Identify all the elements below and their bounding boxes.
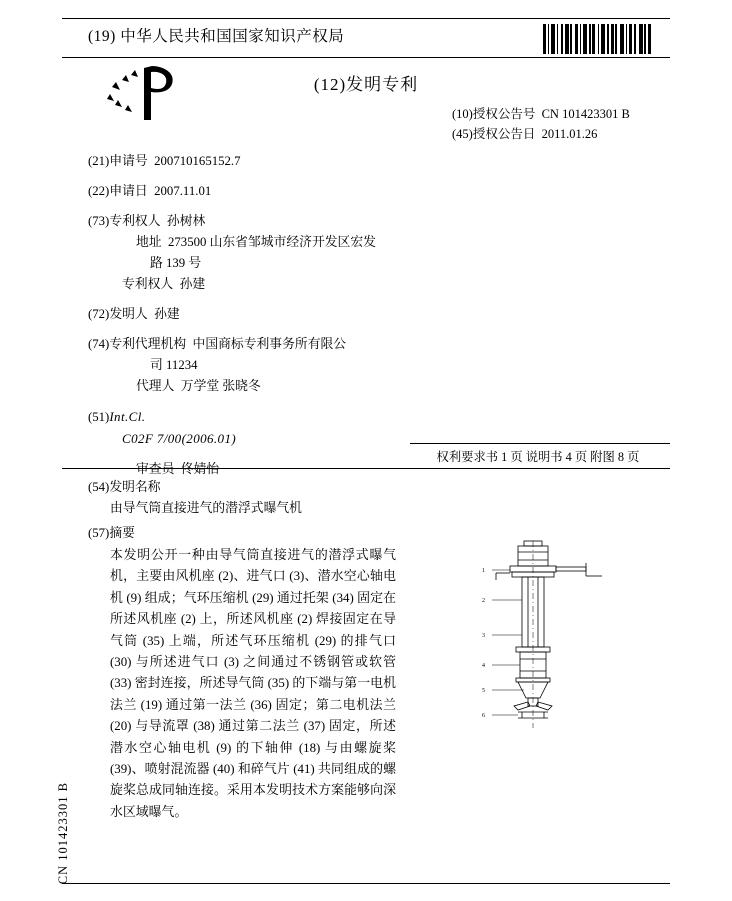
invention-title-header [88, 476, 161, 495]
svg-text:3: 3 [482, 633, 485, 639]
int-cl-version: (2006.01) [181, 431, 237, 446]
side-publication-id: CN 101423301 B [56, 782, 70, 885]
field-value: 200710165152.7 [154, 154, 241, 168]
abstract-code: (57) [88, 526, 110, 540]
kind-name: 发明专利 [346, 75, 419, 94]
field-label: 审查员 [136, 462, 175, 476]
svg-text:6: 6 [482, 713, 485, 719]
field-value: 司 11234 [150, 358, 198, 372]
pub-no-code: (10) [452, 107, 473, 121]
title-label: 发明名称 [109, 480, 161, 494]
office-name: 中华人民共和国国家知识产权局 [120, 28, 345, 45]
counts-rule [410, 443, 670, 444]
pub-date-code: (45) [452, 127, 473, 141]
office-code: (19) [88, 28, 116, 45]
field-label: 地址 [136, 235, 162, 249]
field-code: (72) [88, 307, 110, 321]
field-code: (74) [88, 337, 110, 351]
field-value: 佟婧怡 [180, 462, 220, 476]
invention-title: 由导气筒直接进气的潜浮式曝气机 [110, 501, 302, 515]
cnipa-logo [104, 62, 196, 126]
field-label: 专利权人 [122, 277, 174, 291]
title-code: (54) [88, 480, 110, 494]
field-value: 孙建 [154, 307, 180, 321]
bibliographic-data [88, 152, 508, 490]
field-int-cl-value [88, 429, 508, 449]
field-code: (51) [88, 410, 110, 424]
field-filing-date [88, 182, 508, 201]
publication-number [452, 104, 630, 122]
abstract-header [88, 522, 135, 541]
field-agency [88, 335, 508, 354]
field-value: 273500 山东省邹城市经济开发区宏发 [168, 235, 376, 249]
abstract-text: 本发明公开一种由导气筒直接进气的潜浮式曝气机，主要由风机座 (2)、进气口 (3)、潜水空心轴电机 (9) 组成；气环压缩机 (29) 通过托架 (34) 固定在所述风机座 (2) 上，所述风机座 (2) 焊接固定在导气筒 (35) 上端，所述气环压缩机 (29) 的排气口 (30) 与所述进气口 (3) 之间通过不锈钢管或软管 (33) 密封连接，所述导气筒 (35) 的下端与第一电机法兰 (19) 通过第一法兰 (36) 固定；第二电机法兰 (20) 与导流罩 (38) 通过第二法兰 (37) 固定，所述潜水空心轴电机 (9) 的下轴伸 (18) 与由螺旋桨 (39)、喷射混流器 (40) 和碎气片 (41) 共同组成的螺旋桨总成同轴连接。采用本发明技术方案能够向深水区域曝气。 [110, 548, 396, 819]
header-rule-top [62, 18, 670, 19]
field-value: 路 139 号 [150, 256, 202, 270]
header-rule-under-office [62, 57, 670, 58]
abstract-label: 摘要 [109, 526, 135, 540]
svg-text:4: 4 [482, 663, 485, 669]
pub-date-label: 授权公告日 [472, 127, 536, 141]
pub-date-value: 2011.01.26 [541, 127, 598, 141]
field-value: 2007.11.01 [154, 184, 212, 198]
field-address-cont [88, 254, 508, 273]
publication-date [452, 124, 597, 142]
field-code: (73) [88, 214, 110, 228]
field-value: 孙建 [179, 277, 206, 291]
field-patentee [88, 212, 508, 231]
field-application-number [88, 152, 508, 171]
int-cl-classification: C02F 7/00 [122, 431, 182, 446]
aerator-figure [452, 540, 632, 740]
field-label: 专利权人 [109, 214, 161, 228]
field-label: 申请号 [109, 154, 148, 168]
field-label: 专利代理机构 [109, 337, 187, 351]
svg-text:1: 1 [482, 568, 485, 574]
field-address [88, 233, 508, 252]
barcode [543, 24, 669, 54]
field-label: 代理人 [136, 379, 175, 393]
field-label: 申请日 [109, 184, 148, 198]
field-int-cl [88, 407, 508, 427]
field-value: 孙树林 [166, 214, 206, 228]
mid-rule [62, 468, 670, 469]
field-label: 发明人 [109, 307, 148, 321]
field-code: (22) [88, 184, 110, 198]
field-code: (21) [88, 154, 110, 168]
field-inventor [88, 305, 508, 324]
kind-code: (12) [313, 75, 347, 94]
field-agency-cont [88, 356, 508, 375]
field-value: 中国商标专利事务所有限公 [192, 337, 347, 351]
page-counts: 权利要求书 1 页 说明书 4 页 附图 8 页 [436, 450, 640, 464]
field-label: Int.Cl. [109, 409, 146, 424]
pub-no-label: 授权公告号 [472, 107, 536, 121]
svg-text:2: 2 [482, 598, 485, 604]
footer-rule [62, 883, 670, 884]
field-agent [88, 377, 508, 396]
pub-no-value: CN 101423301 B [541, 107, 630, 121]
field-patentee-2 [88, 275, 508, 294]
field-value: 万学堂 张晓冬 [180, 379, 261, 393]
issuing-office [88, 24, 344, 46]
svg-text:5: 5 [482, 688, 485, 694]
